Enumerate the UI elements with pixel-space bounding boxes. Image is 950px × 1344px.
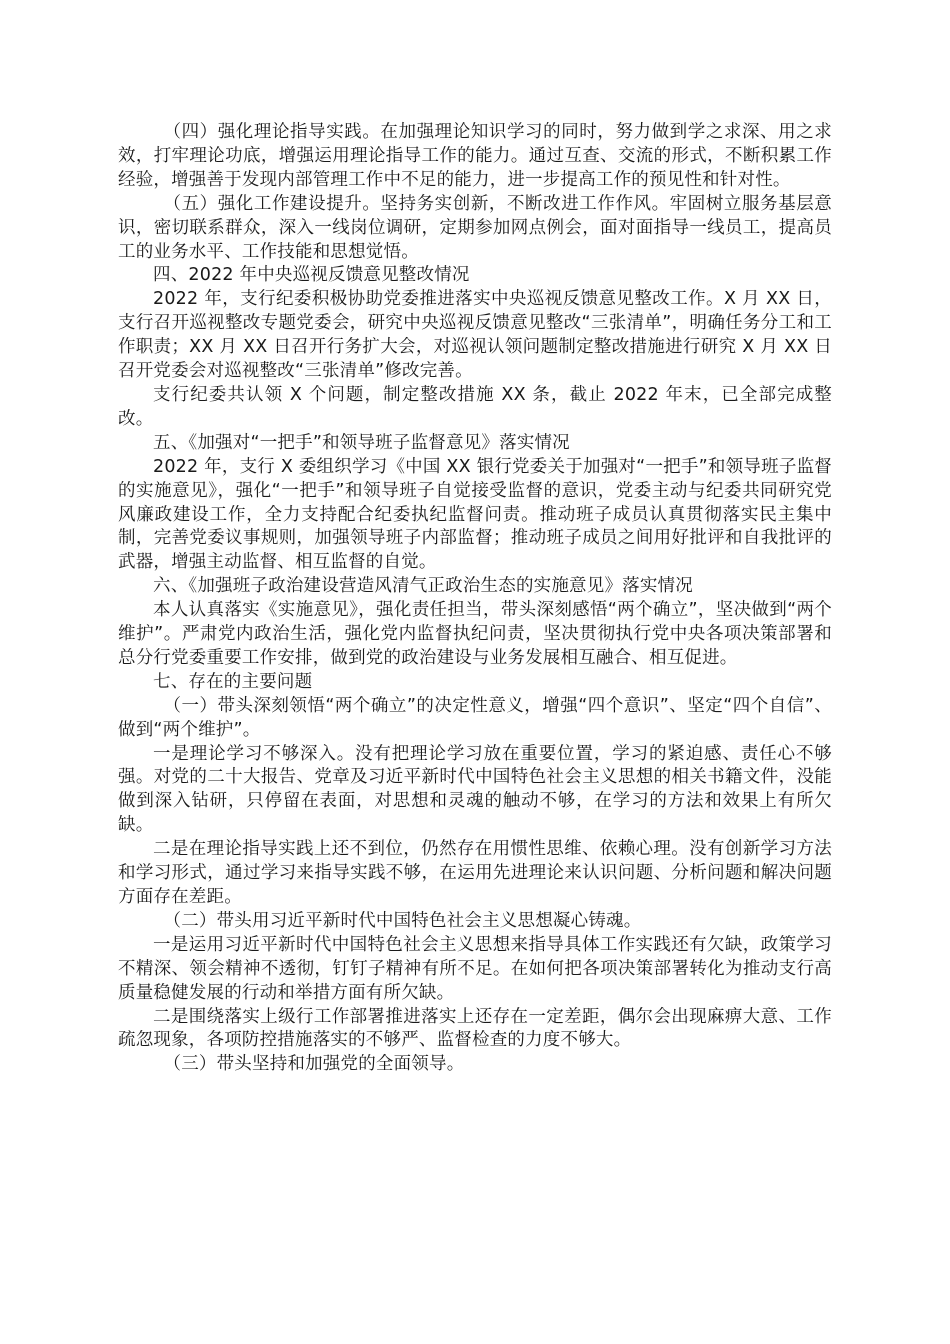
paragraph-strengthen-theory: （四）强化理论指导实践。在加强理论知识学习的同时，努力做到学之求深、用之求效，打牢理论功底，增强运用理论指导工作的能力。通过互查、交流的形式，不断积累工作经验，增强善于发现内部管理工作中不足的能力，进一步提高工作的预见性和针对性。 <box>118 122 832 190</box>
paragraph-rectification-progress: 2022 年，支行纪委积极协助党委推进落实中央巡视反馈意见整改工作。X 月 XX 日，支行召开巡视整改专题党委会，研究中央巡视反馈意见整改“三张清单”，明确任务分工和工作职责；XX 月 XX 日召开行务扩大会，对巡视认领问题制定整改措施进行研究 X 月 XX 日召开党委会对巡视整改“三张清单”修改完善。 <box>118 289 832 382</box>
paragraph-strengthen-work: （五）强化工作建设提升。坚持务实创新，不断改进工作作风。牢固树立服务基层意识，密切联系群众，深入一线岗位调研，定期参加网点例会，面对面指导一线员工，提高员工的业务水平、工作技能和思想觉悟。 <box>118 193 832 262</box>
document-body <box>118 121 832 1077</box>
paragraph-rectification-result: 支行纪委共认领 X 个问题，制定整改措施 XX 条，截止 2022 年末，已全部完成整改。 <box>118 384 832 429</box>
paragraph-leadership-supervision: 2022 年，支行 X 委组织学习《中国 XX 银行党委关于加强对“一把手”和领导班子监督的实施意见》，强化“一把手”和领导班子自觉接受监督的意识，党委主动与纪委共同研究党风廉政建设工作，全力支持配合纪委执纪监督问责。推动班子成员认真贯彻落实民主集中制，完善党委议事规则，加强领导班子内部监督；推动班子成员之间用好批评和自我批评的武器，增强主动监督、相互监督的自觉。 <box>118 456 832 573</box>
paragraph-problem-2-b: 二是围绕落实上级行工作部署推进落实上还存在一定差距，偶尔会出现麻痹大意、工作疏忽现象，各项防控措施落实的不够严、监督检查的力度不够大。 <box>118 1006 832 1051</box>
section-heading-5: 五、《加强对“一把手”和领导班子监督意见》落实情况 <box>153 432 570 453</box>
section-heading-4: 四、2022 年中央巡视反馈意见整改情况 <box>153 265 470 286</box>
section-heading-6: 六、《加强班子政治建设营造风清气正政治生态的实施意见》落实情况 <box>153 576 693 597</box>
subheading-problem-1: （一）带头深刻领悟“两个确立”的决定性意义，增强“四个意识”、坚定“四个自信”、做到“两个维护”。 <box>118 695 832 740</box>
paragraph-problem-1-b: 二是在理论指导实践上还不到位，仍然存在用惯性思维、依赖心理。没有创新学习方法和学习形式，通过学习来指导实践不够，在运用先进理论来认识问题、分析问题和解决问题方面存在差距。 <box>118 839 832 907</box>
subheading-problem-2: （二）带头用习近平新时代中国特色社会主义思想凝心铸魂。 <box>163 910 642 931</box>
section-heading-7: 七、存在的主要问题 <box>153 671 313 692</box>
paragraph-political-ecology: 本人认真落实《实施意见》，强化责任担当，带头深刻感悟“两个确立”，坚决做到“两个维护”。严肃党内政治生活，强化党内监督执纪问责，坚决贯彻执行党中央各项决策部署和总分行党委重要工作安排，做到党的政治建设与业务发展相互融合、相互促进。 <box>118 600 832 668</box>
paragraph-problem-1-a: 一是理论学习不够深入。没有把理论学习放在重要位置，学习的紧迫感、责任心不够强。对党的二十大报告、党章及习近平新时代中国特色社会主义思想的相关书籍文件，没能做到深入钻研，只停留在表面，对思想和灵魂的触动不够，在学习的方法和效果上有所欠缺。 <box>118 743 832 836</box>
subheading-problem-3: （三）带头坚持和加强党的全面领导。 <box>163 1054 465 1075</box>
paragraph-problem-2-a: 一是运用习近平新时代中国特色社会主义思想来指导具体工作实践还有欠缺，政策学习不精深、领会精神不透彻，钉钉子精神有所不足。在如何把各项决策部署转化为推动支行高质量稳健发展的行动和举措方面有所欠缺。 <box>118 934 832 1003</box>
